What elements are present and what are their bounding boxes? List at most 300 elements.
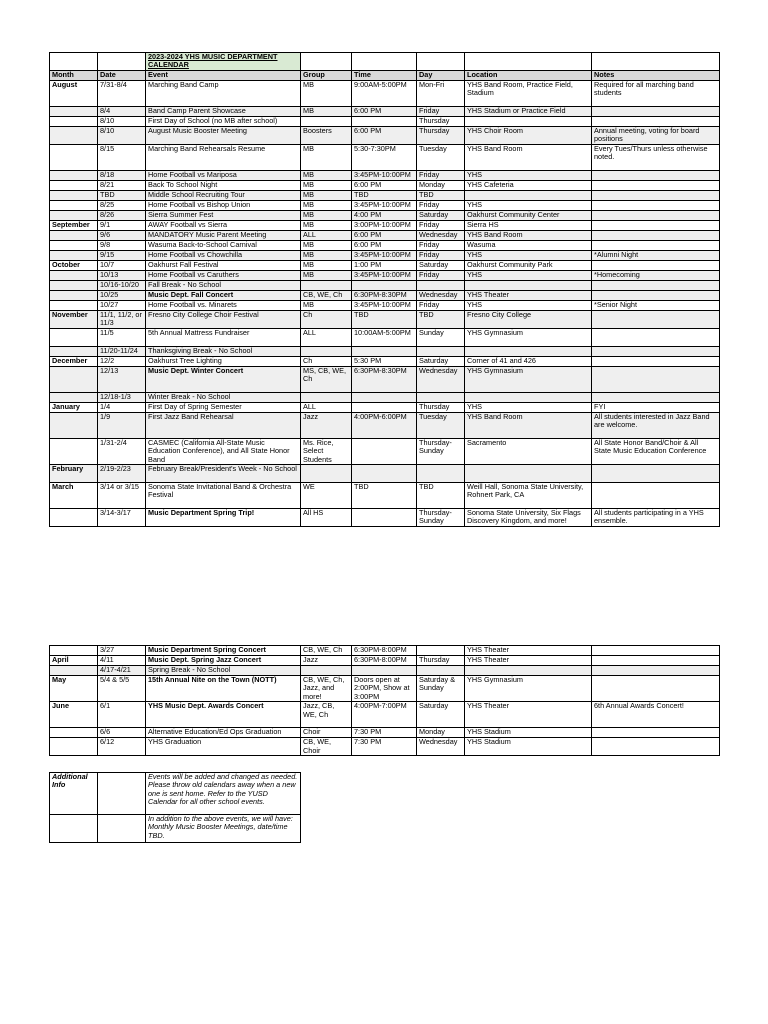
cell-month <box>50 200 98 210</box>
cell-location <box>465 392 592 402</box>
event-row <box>50 676 720 702</box>
cell-date: 6/1 <box>98 702 146 728</box>
cell-date: 3/27 <box>98 646 146 656</box>
cell-notes: *Alumni Night <box>592 250 720 260</box>
cell-date: 8/4 <box>98 106 146 116</box>
cell-group: MB <box>301 220 352 230</box>
cell-event: Music Department Spring Concert <box>146 646 301 656</box>
cell-month: June <box>50 702 98 728</box>
cell-location: Weill Hall, Sonoma State University, Rohnert Park, CA <box>465 483 592 509</box>
event-row <box>50 190 720 200</box>
cell-day <box>417 666 465 676</box>
cell-event: First Day of School (no MB after school) <box>146 116 301 126</box>
cell-day: Saturday <box>417 210 465 220</box>
cell-date: 10/13 <box>98 270 146 280</box>
cell-event: Alternative Education/Ed Ops Graduation <box>146 728 301 738</box>
additional-info-note-2: In addition to the above events, we will have: Monthly Music Booster Meetings, date/time TBD. <box>146 815 301 843</box>
cell-date: 9/15 <box>98 250 146 260</box>
cell-location: YHS Theater <box>465 290 592 300</box>
cell-event: YHS Graduation <box>146 738 301 756</box>
cell-group: MB <box>301 170 352 180</box>
cell-month <box>50 106 98 116</box>
cell-day: TBD <box>417 190 465 200</box>
cell-group: All HS <box>301 509 352 527</box>
cell-group: Jazz <box>301 412 352 438</box>
cell-notes <box>592 738 720 756</box>
cell-event: Spring Break - No School <box>146 666 301 676</box>
cell-day: Thursday <box>417 402 465 412</box>
cell-time: TBD <box>352 483 417 509</box>
cell-notes: *Homecoming <box>592 270 720 280</box>
cell-month <box>50 738 98 756</box>
cell-month <box>50 126 98 144</box>
cell-month <box>50 270 98 280</box>
cell-group: MB <box>301 210 352 220</box>
cell-event: 15th Annual Nite on the Town (NOTT) <box>146 676 301 702</box>
cell-day: Friday <box>417 300 465 310</box>
cell-group <box>301 392 352 402</box>
cell-location: Oakhurst Community Center <box>465 210 592 220</box>
cell-event: AWAY Football vs Sierra <box>146 220 301 230</box>
cell-time: 6:00 PM <box>352 240 417 250</box>
cell-time: 1:00 PM <box>352 260 417 270</box>
cell-month <box>50 509 98 527</box>
cell-day: Thursday <box>417 126 465 144</box>
cell-event: August Music Booster Meeting <box>146 126 301 144</box>
event-row <box>50 106 720 116</box>
cell-notes <box>592 328 720 346</box>
cell-date: 8/10 <box>98 126 146 144</box>
cell-time: TBD <box>352 310 417 328</box>
cell-time: 7:30 PM <box>352 728 417 738</box>
cell-group: Jazz <box>301 656 352 666</box>
cell-date: 9/6 <box>98 230 146 240</box>
cell-event: Fall Break - No School <box>146 280 301 290</box>
cell-time <box>352 465 417 483</box>
cell-time <box>352 392 417 402</box>
cell-date: 9/1 <box>98 220 146 230</box>
event-row <box>50 438 720 464</box>
event-row <box>50 509 720 527</box>
cell-notes: All students interested in Jazz Band are welcome. <box>592 412 720 438</box>
cell-notes: Annual meeting, voting for board positions <box>592 126 720 144</box>
event-row <box>50 465 720 483</box>
cell-group <box>301 465 352 483</box>
cell-day: Thursday-Sunday <box>417 438 465 464</box>
cell-date: 10/7 <box>98 260 146 270</box>
calendar-title: 2023-2024 YHS MUSIC DEPARTMENT CALENDAR <box>146 53 301 71</box>
additional-info-row-2 <box>50 815 301 843</box>
cell-event: Music Department Spring Trip! <box>146 509 301 527</box>
cell-month: March <box>50 483 98 509</box>
cell-day: Tuesday <box>417 144 465 170</box>
header-date: Date <box>98 70 146 80</box>
cell-day <box>417 346 465 356</box>
cell-date: 11/1, 11/2, or 11/3 <box>98 310 146 328</box>
cell-event: Sonoma State Invitational Band & Orchestra Festival <box>146 483 301 509</box>
cell-time: 6:00 PM <box>352 126 417 144</box>
cell-group: Boosters <box>301 126 352 144</box>
cell-time: 3:45PM-10:00PM <box>352 300 417 310</box>
cell-month: January <box>50 402 98 412</box>
cell-event: Oakhurst Fall Festival <box>146 260 301 270</box>
cell-time: 6:00 PM <box>352 180 417 190</box>
cell-location: YHS Gymnasium <box>465 328 592 346</box>
cell-month: December <box>50 356 98 366</box>
cell-group: ALL <box>301 230 352 240</box>
cell-day: Wednesday <box>417 290 465 300</box>
cell-notes <box>592 728 720 738</box>
cell-group: MB <box>301 250 352 260</box>
cell-event: First Jazz Band Rehearsal <box>146 412 301 438</box>
event-row <box>50 728 720 738</box>
cell-day: Friday <box>417 240 465 250</box>
event-row <box>50 270 720 280</box>
event-row <box>50 230 720 240</box>
cell-date: 9/8 <box>98 240 146 250</box>
cell-location: YHS Gymnasium <box>465 366 592 392</box>
cell-notes: 6th Annual Awards Concert! <box>592 702 720 728</box>
cell-date: 3/14 or 3/15 <box>98 483 146 509</box>
cell-location <box>465 280 592 290</box>
event-row <box>50 666 720 676</box>
cell-location <box>465 465 592 483</box>
cell-day: Saturday <box>417 356 465 366</box>
cell-notes <box>592 356 720 366</box>
event-row <box>50 412 720 438</box>
cell-date: 5/4 & 5/5 <box>98 676 146 702</box>
cell-notes <box>592 200 720 210</box>
cell-group: MB <box>301 106 352 116</box>
cell-group: Ms. Rice, Select Students <box>301 438 352 464</box>
cell-month <box>50 290 98 300</box>
cell-notes <box>592 366 720 392</box>
cell-day: Wednesday <box>417 366 465 392</box>
cell-location: YHS Cafeteria <box>465 180 592 190</box>
cell-location: YHS Gymnasium <box>465 676 592 702</box>
cell-notes <box>592 310 720 328</box>
cell-date: 10/25 <box>98 290 146 300</box>
cell-event: MANDATORY Music Parent Meeting <box>146 230 301 240</box>
event-row <box>50 328 720 346</box>
cell-event: 5th Annual Mattress Fundraiser <box>146 328 301 346</box>
cell-month: April <box>50 656 98 666</box>
cell-month <box>50 280 98 290</box>
cell-event: Back To School Night <box>146 180 301 190</box>
calendar-table-part2 <box>49 645 720 756</box>
cell-day <box>417 392 465 402</box>
header-notes: Notes <box>592 70 720 80</box>
cell-location: YHS Theater <box>465 656 592 666</box>
cell-notes <box>592 392 720 402</box>
cell-date: 11/5 <box>98 328 146 346</box>
cell-date: 12/2 <box>98 356 146 366</box>
cell-day: Friday <box>417 106 465 116</box>
cell-notes <box>592 260 720 270</box>
cell-date: 11/20-11/24 <box>98 346 146 356</box>
cell-group: Ch <box>301 310 352 328</box>
cell-notes: Required for all marching band students <box>592 80 720 106</box>
cell-location: YHS <box>465 170 592 180</box>
cell-group: MB <box>301 190 352 200</box>
cell-date: 8/21 <box>98 180 146 190</box>
cell-event: Home Football vs. Minarets <box>146 300 301 310</box>
cell-group: CB, WE, Choir <box>301 738 352 756</box>
cell-date: 10/16-10/20 <box>98 280 146 290</box>
cell-date: 8/18 <box>98 170 146 180</box>
cell-month <box>50 666 98 676</box>
cell-group <box>301 280 352 290</box>
cell-location: Fresno City College <box>465 310 592 328</box>
cell-month <box>50 170 98 180</box>
header-row <box>50 70 720 80</box>
cell-month <box>50 230 98 240</box>
cell-location <box>465 190 592 200</box>
cell-time: 6:30PM-8:30PM <box>352 366 417 392</box>
cell-date: TBD <box>98 190 146 200</box>
cell-group: MB <box>301 80 352 106</box>
additional-info-table <box>49 772 301 843</box>
cell-time <box>352 346 417 356</box>
cell-notes <box>592 280 720 290</box>
header-location: Location <box>465 70 592 80</box>
cell-day: Thursday <box>417 656 465 666</box>
cell-day: Thursday <box>417 116 465 126</box>
cell-time: 6:00 PM <box>352 106 417 116</box>
cell-notes <box>592 676 720 702</box>
event-row <box>50 210 720 220</box>
event-row <box>50 300 720 310</box>
cell-time <box>352 280 417 290</box>
event-row <box>50 392 720 402</box>
cell-month: November <box>50 310 98 328</box>
event-row <box>50 656 720 666</box>
event-row <box>50 260 720 270</box>
cell-time: 5:30-7:30PM <box>352 144 417 170</box>
cell-group: MB <box>301 270 352 280</box>
cell-time: Doors open at 2:00PM, Show at 3:00PM <box>352 676 417 702</box>
cell-day: Friday <box>417 250 465 260</box>
cell-day <box>417 646 465 656</box>
cell-event: Sierra Summer Fest <box>146 210 301 220</box>
cell-date: 6/6 <box>98 728 146 738</box>
cell-month <box>50 210 98 220</box>
cell-event: Marching Band Rehearsals Resume <box>146 144 301 170</box>
event-row <box>50 240 720 250</box>
cell-time: 6:30PM-8:00PM <box>352 656 417 666</box>
cell-month <box>50 412 98 438</box>
cell-group: MB <box>301 240 352 250</box>
cell-location: YHS Stadium <box>465 738 592 756</box>
cell-date: 8/26 <box>98 210 146 220</box>
cell-month: February <box>50 465 98 483</box>
event-row <box>50 356 720 366</box>
cell-group: WE <box>301 483 352 509</box>
cell-location: YHS Theater <box>465 646 592 656</box>
cell-location: YHS Band Room <box>465 412 592 438</box>
event-row <box>50 646 720 656</box>
cell-month <box>50 728 98 738</box>
cell-location: YHS Band Room <box>465 230 592 240</box>
cell-day: Wednesday <box>417 230 465 240</box>
cell-notes: *Senior Night <box>592 300 720 310</box>
cell-location <box>465 346 592 356</box>
cell-date: 1/4 <box>98 402 146 412</box>
cell-time <box>352 402 417 412</box>
cell-notes <box>592 290 720 300</box>
event-row <box>50 402 720 412</box>
cell-month <box>50 438 98 464</box>
cell-group: MB <box>301 200 352 210</box>
cell-day: Saturday & Sunday <box>417 676 465 702</box>
cell-date: 8/10 <box>98 116 146 126</box>
event-row <box>50 220 720 230</box>
cell-notes <box>592 465 720 483</box>
cell-month: May <box>50 676 98 702</box>
cell-day: Saturday <box>417 702 465 728</box>
cell-location: YHS Stadium <box>465 728 592 738</box>
cell-group: Choir <box>301 728 352 738</box>
cell-notes: All State Honor Band/Choir & All State Music Education Conference <box>592 438 720 464</box>
cell-location: Oakhurst Community Park <box>465 260 592 270</box>
additional-info-label: Additional Info <box>50 773 98 815</box>
cell-group: MB <box>301 180 352 190</box>
cell-month <box>50 250 98 260</box>
cell-event: Music Dept. Winter Concert <box>146 366 301 392</box>
cell-group: CB, WE, Ch <box>301 290 352 300</box>
cell-day: Friday <box>417 220 465 230</box>
event-row <box>50 702 720 728</box>
cell-time: 4:00PM-6:00PM <box>352 412 417 438</box>
cell-notes: FYI <box>592 402 720 412</box>
cell-day: Friday <box>417 200 465 210</box>
cell-date: 4/11 <box>98 656 146 666</box>
cell-group <box>301 346 352 356</box>
cell-time: 9:00AM-5:00PM <box>352 80 417 106</box>
cell-date: 3/14-3/17 <box>98 509 146 527</box>
cell-date: 7/31-8/4 <box>98 80 146 106</box>
cell-location <box>465 666 592 676</box>
cell-date: 1/9 <box>98 412 146 438</box>
cell-group: Jazz, CB, WE, Ch <box>301 702 352 728</box>
cell-notes <box>592 210 720 220</box>
cell-event: Marching Band Camp <box>146 80 301 106</box>
cell-group: MB <box>301 260 352 270</box>
cell-event: February Break/President's Week - No School <box>146 465 301 483</box>
event-row <box>50 280 720 290</box>
event-row <box>50 738 720 756</box>
cell-date: 12/13 <box>98 366 146 392</box>
cell-month <box>50 300 98 310</box>
cell-location: YHS <box>465 300 592 310</box>
cell-group: ALL <box>301 328 352 346</box>
cell-location: YHS Band Room <box>465 144 592 170</box>
event-row <box>50 170 720 180</box>
cell-month: August <box>50 80 98 106</box>
header-month: Month <box>50 70 98 80</box>
cell-notes <box>592 240 720 250</box>
cell-day <box>417 280 465 290</box>
cell-time: 6:30PM-8:00PM <box>352 646 417 656</box>
cell-day: Saturday <box>417 260 465 270</box>
cell-location: YHS <box>465 250 592 260</box>
cell-location: Wasuma <box>465 240 592 250</box>
cell-month <box>50 190 98 200</box>
cell-month <box>50 116 98 126</box>
event-row <box>50 80 720 106</box>
cell-month: September <box>50 220 98 230</box>
event-row <box>50 346 720 356</box>
cell-month <box>50 646 98 656</box>
cell-group <box>301 116 352 126</box>
cell-location: YHS Band Room, Practice Field, Stadium <box>465 80 592 106</box>
cell-month <box>50 328 98 346</box>
cell-event: Wasuma Back-to-School Carnival <box>146 240 301 250</box>
cell-time <box>352 509 417 527</box>
event-row <box>50 366 720 392</box>
cell-notes <box>592 190 720 200</box>
event-row <box>50 200 720 210</box>
cell-group: ALL <box>301 402 352 412</box>
cell-date: 8/15 <box>98 144 146 170</box>
header-event: Event <box>146 70 301 80</box>
cell-time: 7:30 PM <box>352 738 417 756</box>
cell-notes <box>592 656 720 666</box>
cell-event: Fresno City College Choir Festival <box>146 310 301 328</box>
cell-notes <box>592 666 720 676</box>
cell-group: Ch <box>301 356 352 366</box>
cell-day: Thursday-Sunday <box>417 509 465 527</box>
calendar-table-part1 <box>49 52 720 527</box>
cell-time: 3:45PM-10:00PM <box>352 270 417 280</box>
cell-location: Sonoma State University, Six Flags Discovery Kingdom, and more! <box>465 509 592 527</box>
cell-notes <box>592 116 720 126</box>
cell-location: YHS Theater <box>465 702 592 728</box>
cell-day: TBD <box>417 483 465 509</box>
cell-notes <box>592 483 720 509</box>
cell-group: MB <box>301 300 352 310</box>
cell-notes <box>592 346 720 356</box>
cell-event: YHS Music Dept. Awards Concert <box>146 702 301 728</box>
cell-event: Middle School Recruiting Tour <box>146 190 301 200</box>
cell-day: TBD <box>417 310 465 328</box>
cell-location: YHS Choir Room <box>465 126 592 144</box>
cell-notes <box>592 646 720 656</box>
cell-event: Music Dept. Fall Concert <box>146 290 301 300</box>
cell-location: YHS <box>465 270 592 280</box>
event-row <box>50 144 720 170</box>
cell-location: YHS <box>465 200 592 210</box>
cell-time: 3:00PM-10:00PM <box>352 220 417 230</box>
cell-group: MS, CB, WE, Ch <box>301 366 352 392</box>
cell-location <box>465 116 592 126</box>
cell-time: 3:45PM-10:00PM <box>352 200 417 210</box>
cell-day: Mon-Fri <box>417 80 465 106</box>
cell-time: 10:00AM-5:00PM <box>352 328 417 346</box>
additional-info-row-1 <box>50 773 301 815</box>
cell-date: 1/31-2/4 <box>98 438 146 464</box>
event-row <box>50 310 720 328</box>
event-row <box>50 126 720 144</box>
cell-group <box>301 666 352 676</box>
cell-notes <box>592 180 720 190</box>
event-row <box>50 290 720 300</box>
cell-time: TBD <box>352 190 417 200</box>
event-row <box>50 483 720 509</box>
cell-event: Thanksgiving Break - No School <box>146 346 301 356</box>
cell-location: Sierra HS <box>465 220 592 230</box>
header-day: Day <box>417 70 465 80</box>
